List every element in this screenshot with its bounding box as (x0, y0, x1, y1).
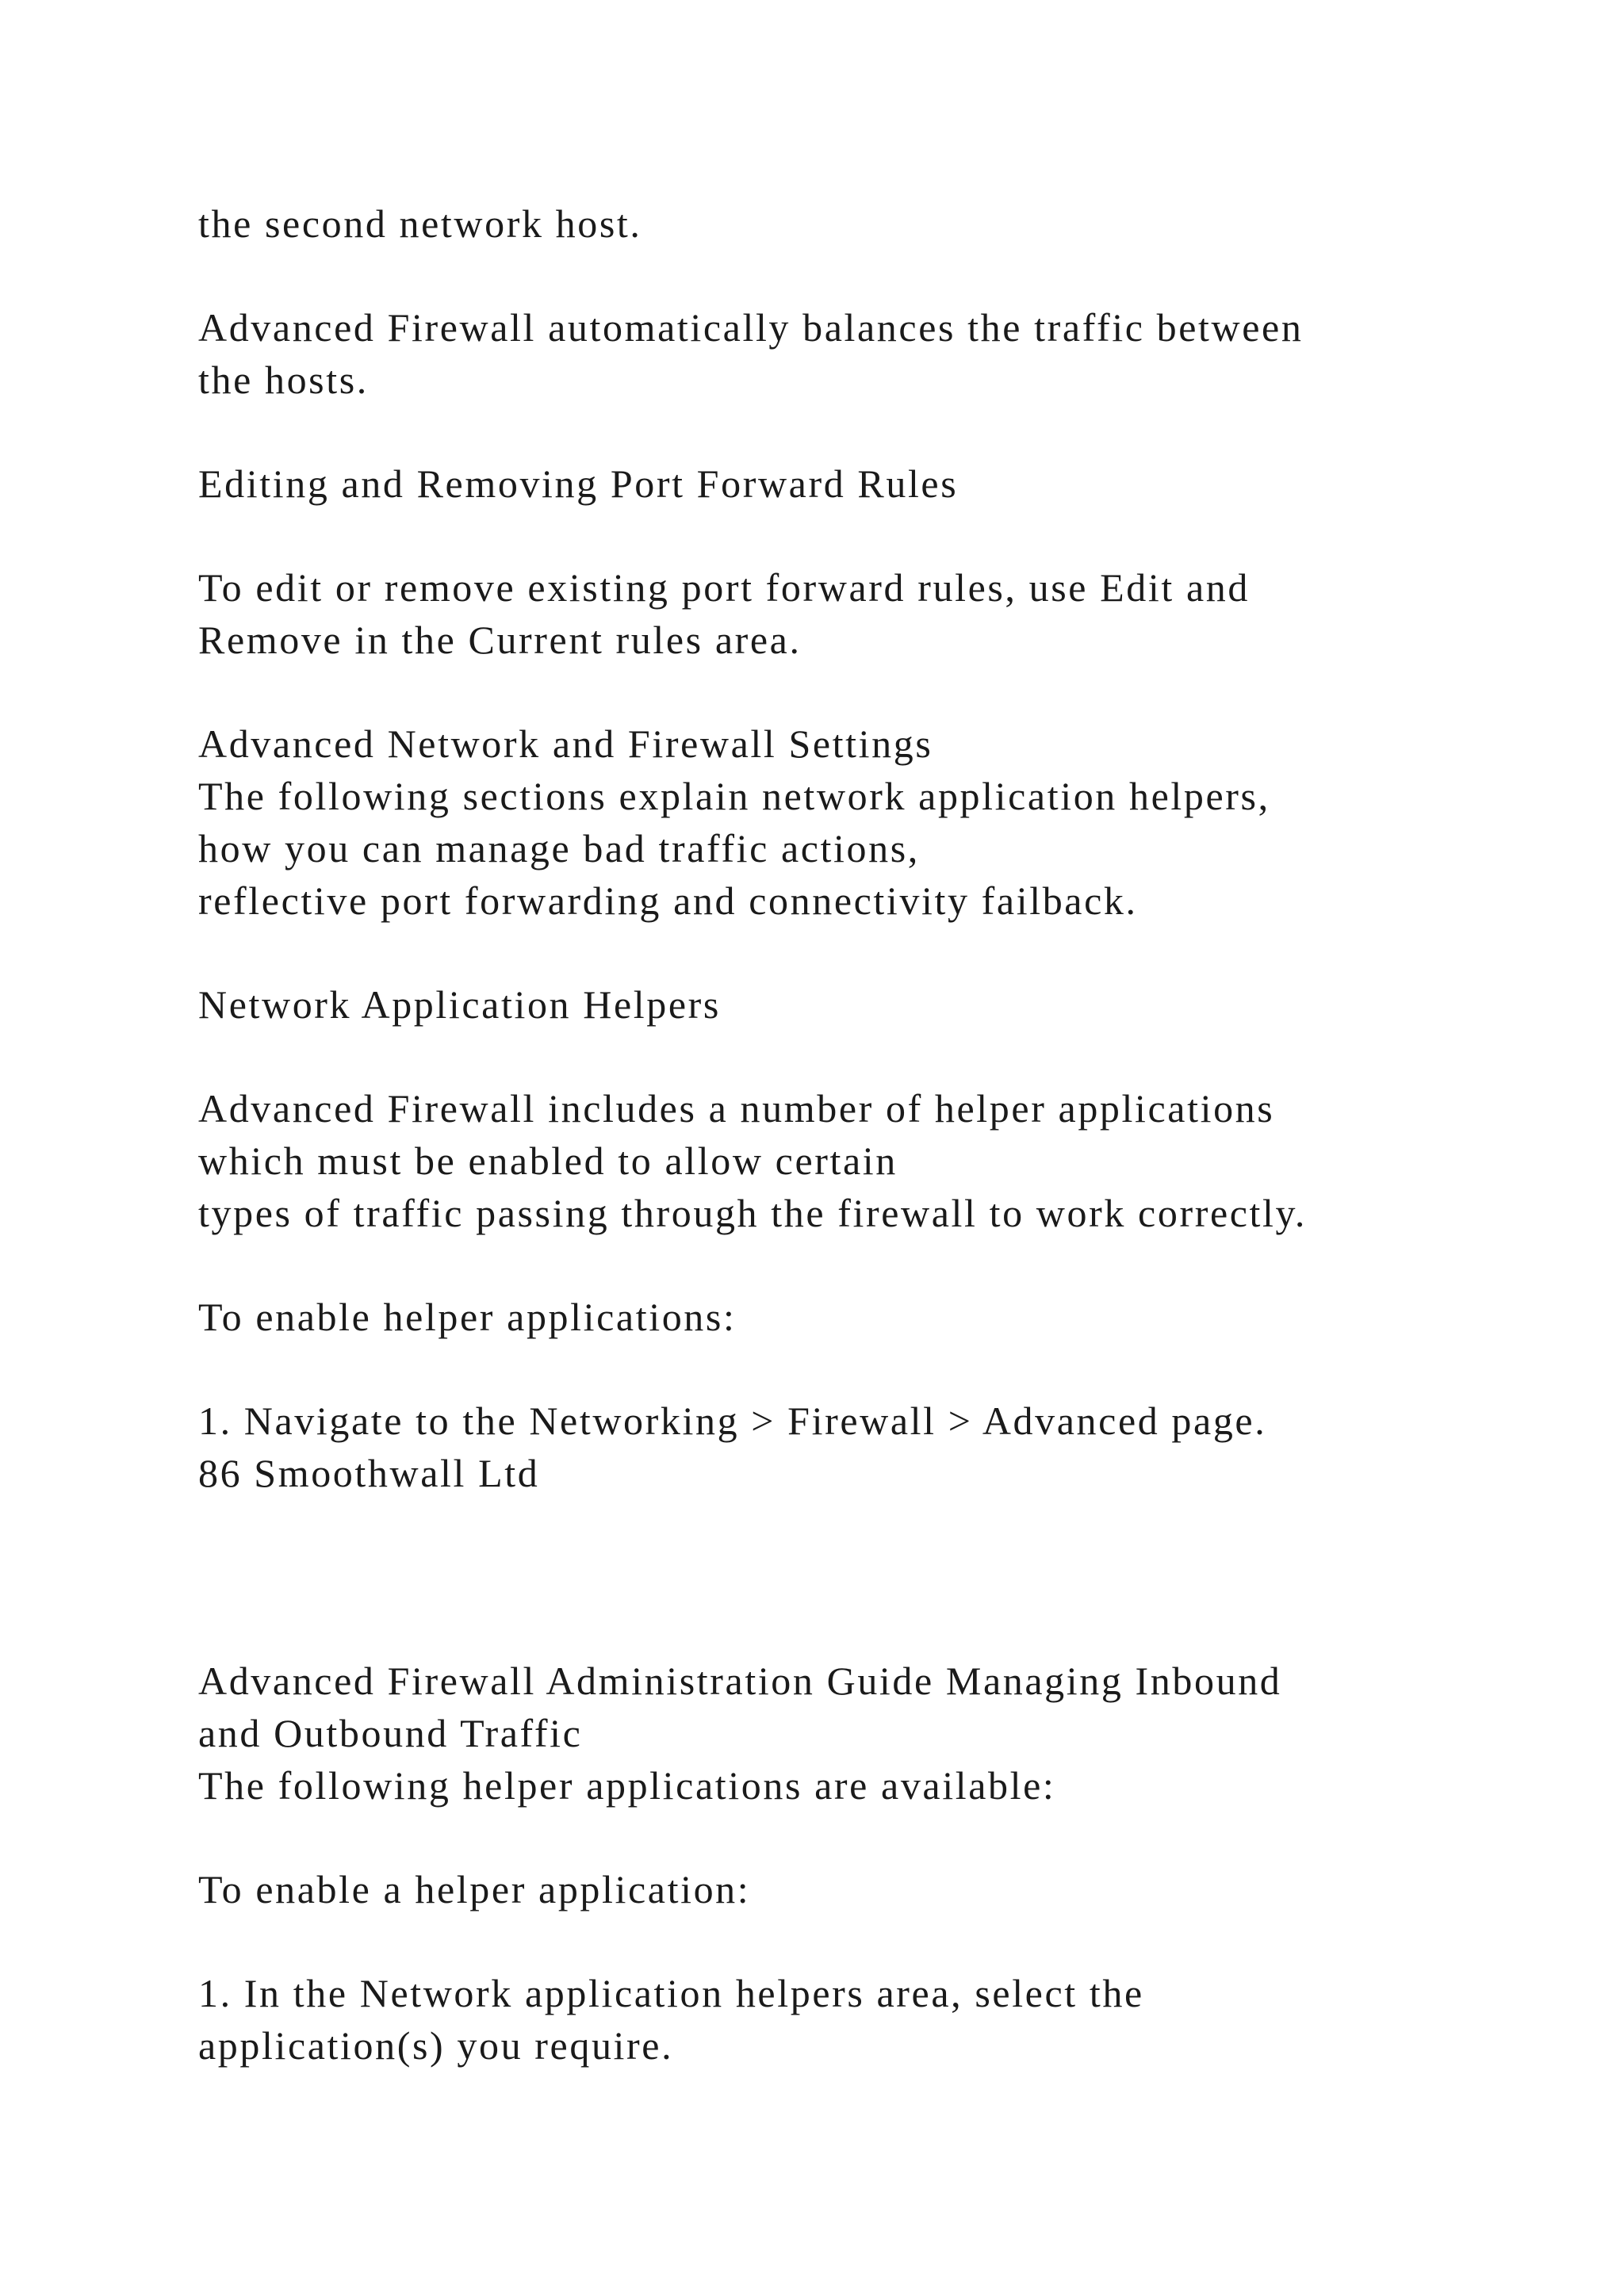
text-line: which must be enabled to allow certain (198, 1138, 898, 1183)
text-line: how you can manage bad traffic actions, (198, 826, 920, 871)
page-header: Advanced Firewall Administration Guide Managing Inbound (198, 1659, 1282, 1703)
text-line: Advanced Firewall includes a number of helper applications (198, 1086, 1275, 1131)
page-header: and Outbound Traffic (198, 1711, 583, 1755)
step-item: 1. In the Network application helpers area, select the (198, 1971, 1144, 2015)
section-heading: Editing and Removing Port Forward Rules (198, 461, 959, 506)
section-heading: Network Application Helpers (198, 982, 721, 1027)
text-line: the hosts. (198, 358, 369, 402)
text-line: To enable a helper application: (198, 1867, 751, 1911)
text-line: Advanced Firewall automatically balances the traffic between (198, 305, 1304, 350)
page-footer: 86 Smoothwall Ltd (198, 1451, 540, 1495)
text-line: types of traffic passing through the firewall to work correctly. (198, 1191, 1307, 1235)
text-line: The following helper applications are available: (198, 1763, 1056, 1808)
text-line: the second network host. (198, 201, 642, 246)
text-line: The following sections explain network application helpers, (198, 774, 1270, 818)
step-item: 1. Navigate to the Networking > Firewall > Advanced page. (198, 1399, 1267, 1443)
section-heading: Advanced Network and Firewall Settings (198, 721, 933, 766)
text-line: To edit or remove existing port forward rules, use Edit and (198, 565, 1250, 610)
step-item: application(s) you require. (198, 2023, 674, 2068)
text-line: Remove in the Current rules area. (198, 618, 802, 662)
text-line: reflective port forwarding and connectivity failback. (198, 878, 1138, 923)
text-line: To enable helper applications: (198, 1295, 737, 1339)
